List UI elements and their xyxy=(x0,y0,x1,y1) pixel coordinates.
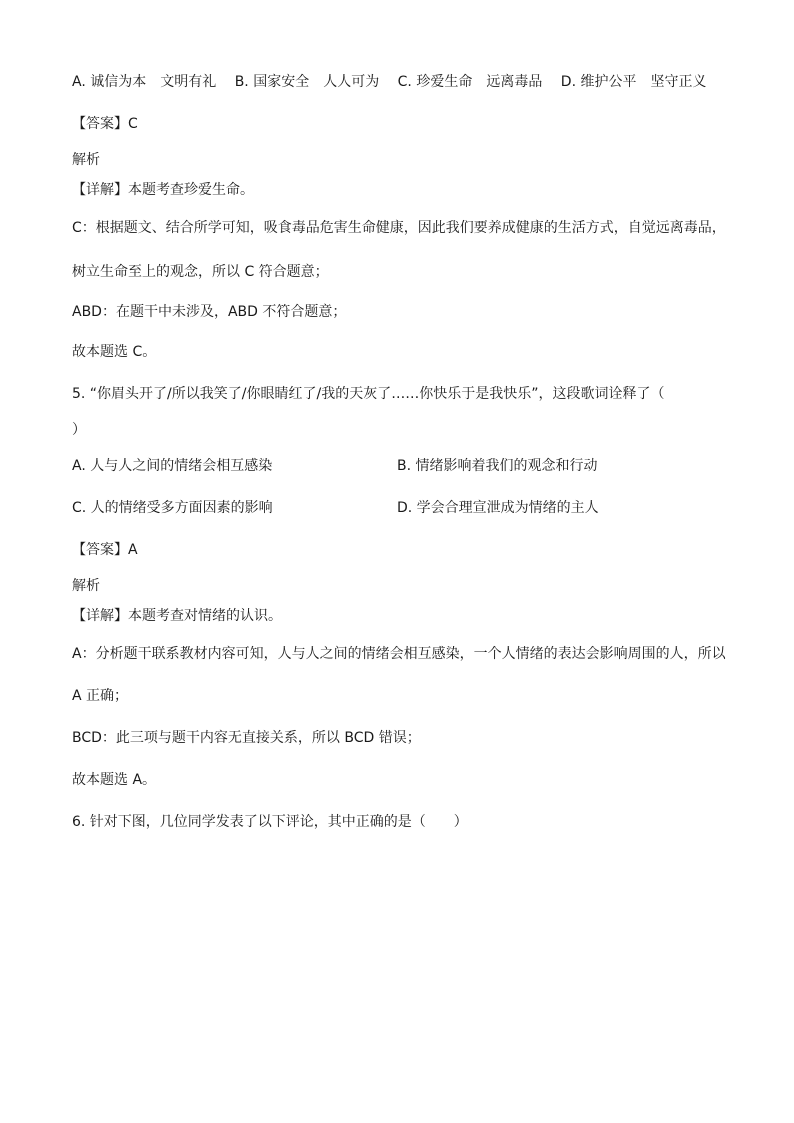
q5-answer: 【答案】A xyxy=(72,542,138,558)
q4-abd-explanation: ABD：在题干中未涉及，ABD 不符合题意； xyxy=(72,304,347,320)
q4-detail: 【详解】本题考查珍爱生命。 xyxy=(72,182,254,198)
q5-stem-line2: ） xyxy=(72,422,86,438)
q6-stem: 6. 针对下图，几位同学发表了以下评论，其中正确的是（ ） xyxy=(72,814,468,830)
q5-a-explanation-line1: A：分析题干联系教材内容可知，人与人之间的情绪会相互感染，一个人情绪的表达会影响周围的人，所以 xyxy=(72,646,726,662)
q5-option-a: A. 人与人之间的情绪会相互感染 xyxy=(72,458,273,474)
q5-detail: 【详解】本题考查对情绪的认识。 xyxy=(72,608,282,624)
q4-option-c: C. 珍爱生命 远离毒品 xyxy=(397,74,543,90)
q4-conclusion: 故本题选 C。 xyxy=(72,344,157,360)
q5-option-c: C. 人的情绪受多方面因素的影响 xyxy=(72,500,273,516)
q5-bcd-explanation: BCD：此三项与题干内容无直接关系，所以 BCD 错误； xyxy=(72,730,421,746)
q4-option-a: A. 诚信为本 文明有礼 xyxy=(72,74,217,90)
q5-stem-line1: 5. “你眉头开了/所以我笑了/你眼睛红了/我的天灰了……你快乐于是我快乐”，这段歌词诠释了（ xyxy=(72,386,665,402)
q4-option-d: D. 维护公平 坚守正义 xyxy=(560,74,707,90)
q5-option-d: D. 学会合理宣泄成为情绪的主人 xyxy=(397,500,599,516)
q4-c-explanation-line2: 树立生命至上的观念，所以 C 符合题意； xyxy=(72,264,329,280)
q5-option-b: B. 情绪影响着我们的观念和行动 xyxy=(397,458,598,474)
q4-answer: 【答案】C xyxy=(72,116,138,132)
q4-option-b: B. 国家安全 人人可为 xyxy=(234,74,380,90)
q5-a-explanation-line2: A 正确； xyxy=(72,688,129,704)
q4-analysis-label: 解析 xyxy=(72,152,100,168)
q5-analysis-label: 解析 xyxy=(72,578,100,594)
q4-c-explanation-line1: C：根据题文、结合所学可知，吸食毒品危害生命健康，因此我们要养成健康的生活方式，自觉远离毒品， xyxy=(72,220,726,236)
q5-conclusion: 故本题选 A。 xyxy=(72,772,157,788)
q4-options-row xyxy=(72,72,720,92)
